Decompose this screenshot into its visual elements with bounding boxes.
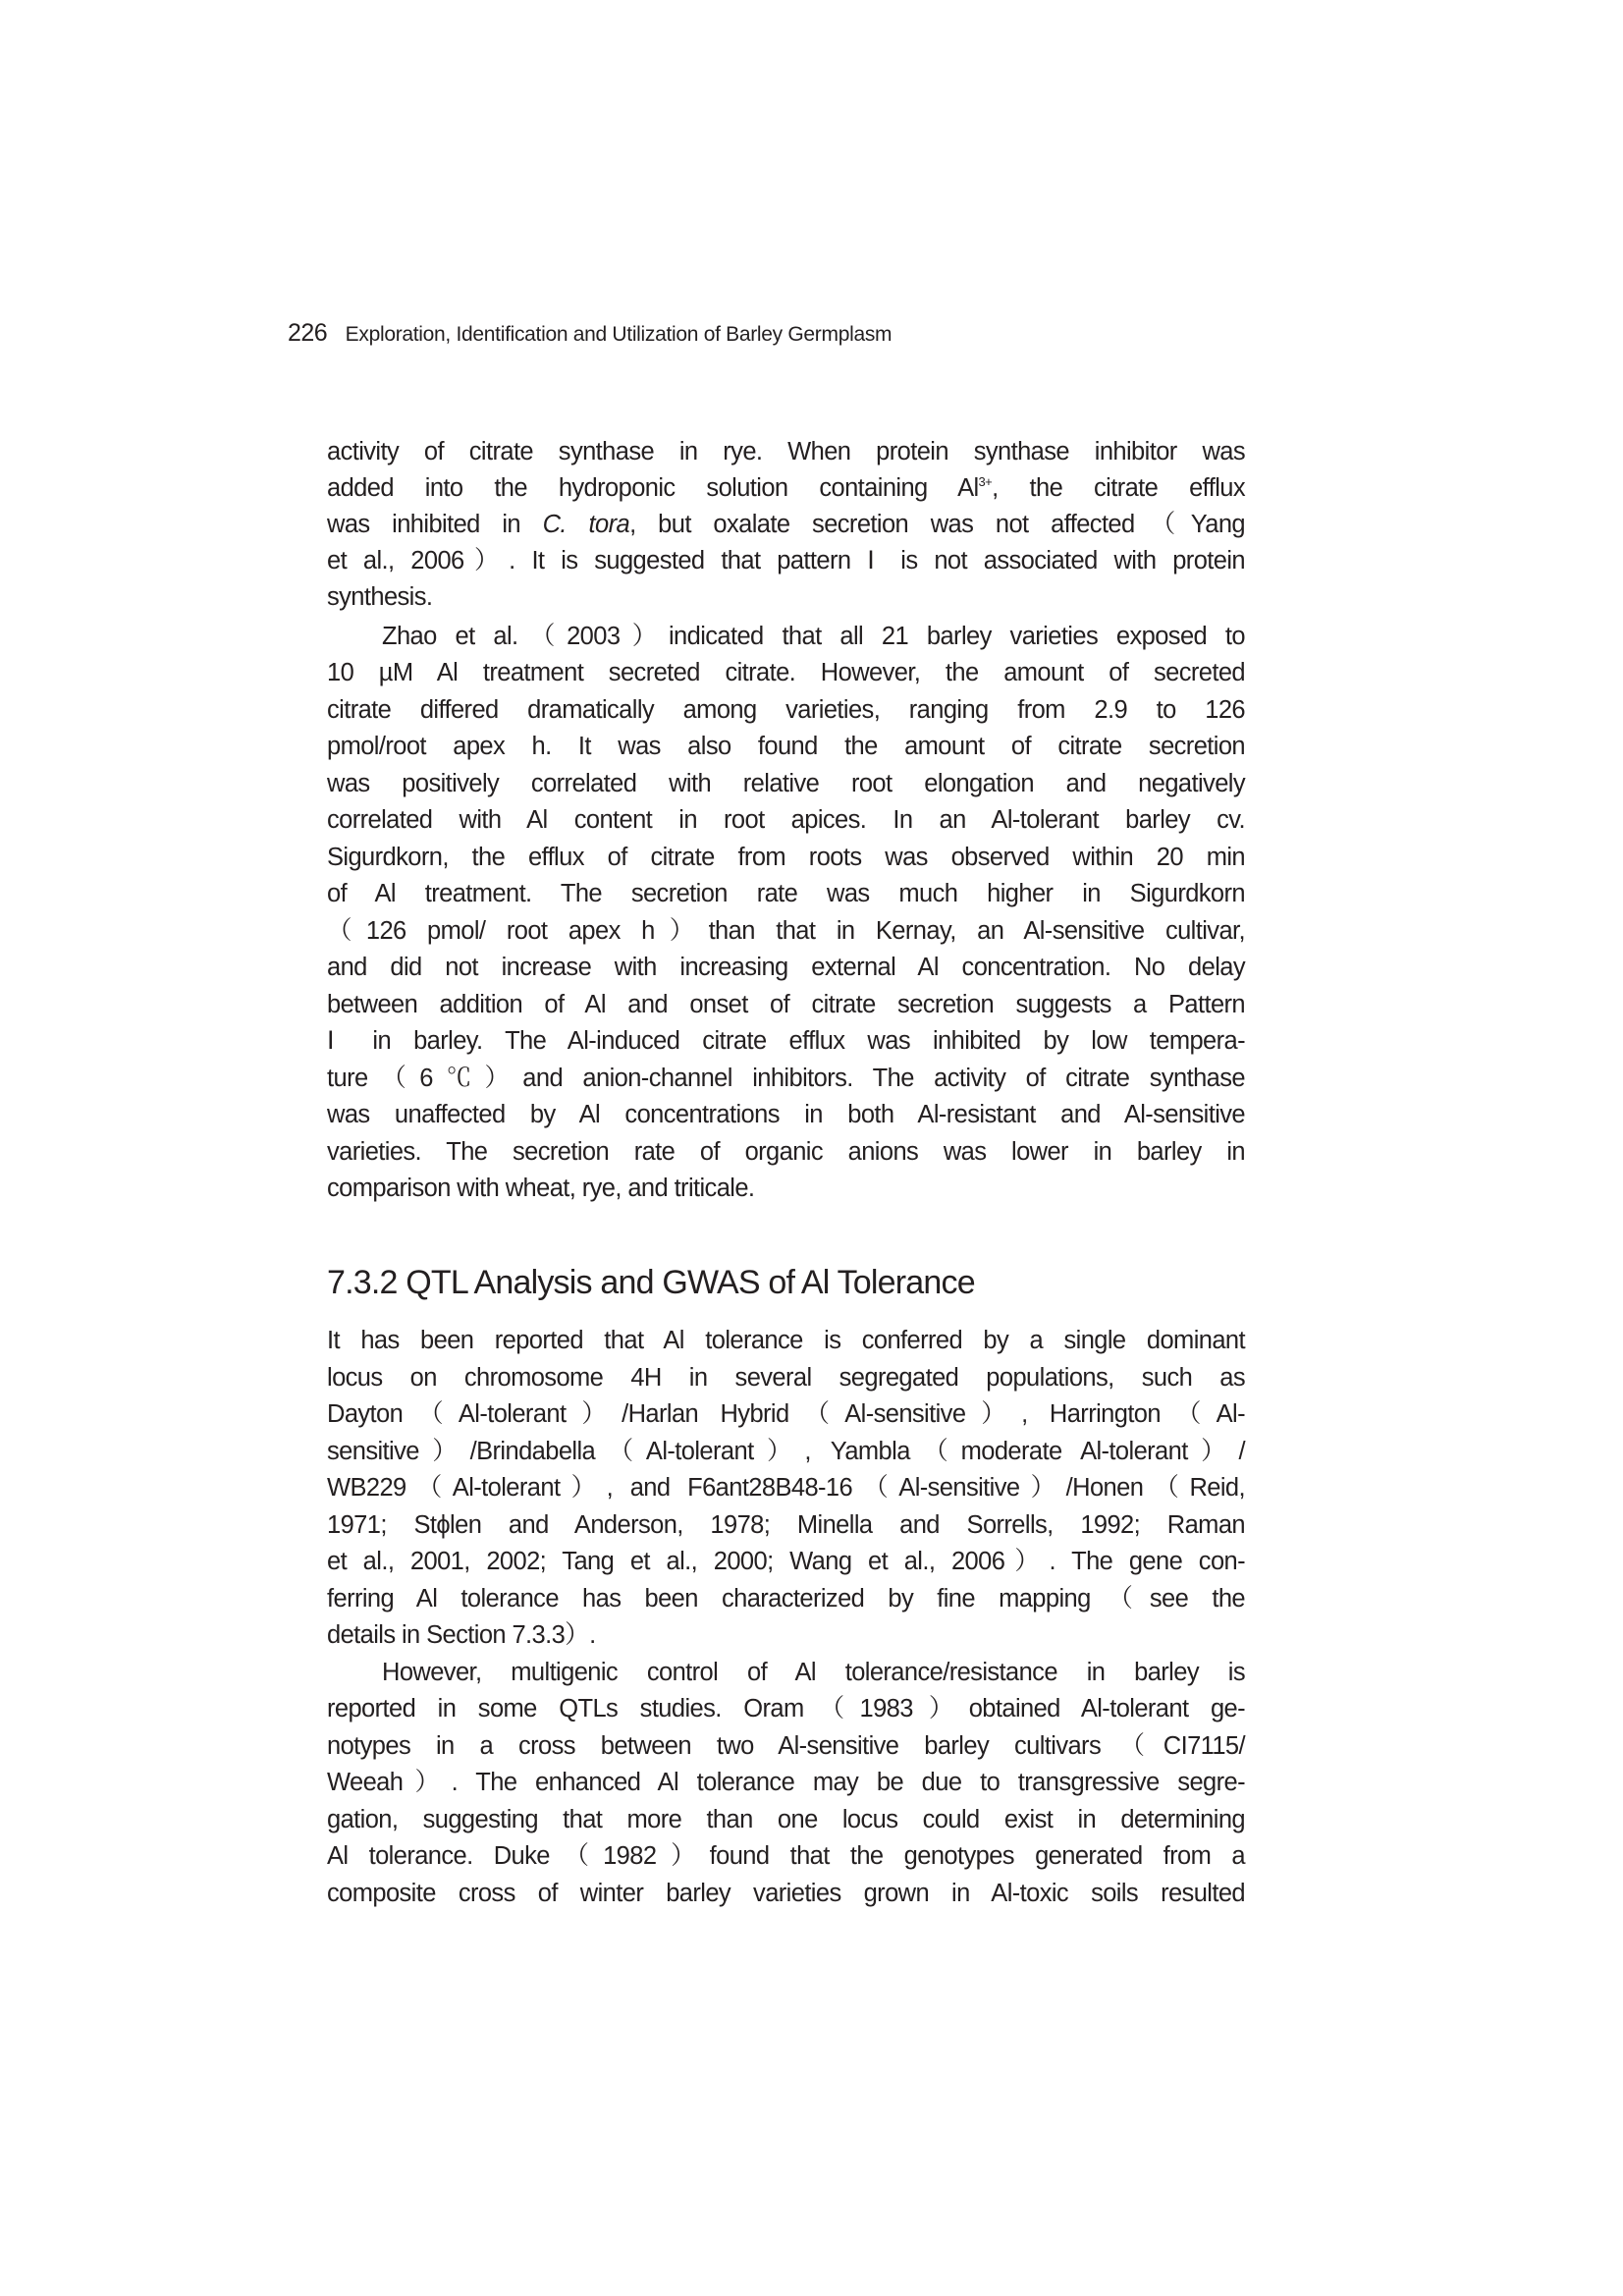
text-line bbox=[327, 470, 1245, 506]
text-line: 10 µM Al treatment secreted citrate. However, the amount of secreted bbox=[327, 659, 1245, 686]
text-span: , but oxalate secretion was not affected（Yang bbox=[629, 511, 1245, 538]
text-line: citrate differed dramatically among varieties, ranging from 2.9 to 126 bbox=[327, 696, 1245, 724]
text-span: added into the hydroponic solution containing Al bbox=[327, 474, 979, 502]
text-line: locus on chromosome 4H in several segregated populations, such as bbox=[327, 1364, 1245, 1392]
text-line: ferring Al tolerance has been characterized by fine mapping（see the bbox=[327, 1585, 1245, 1613]
text-line: was positively correlated with relative root elongation and negatively bbox=[327, 770, 1245, 797]
species-name: C. tora bbox=[542, 511, 630, 538]
text-line: was unaffected by Al concentrations in both Al-resistant and Al-sensitive bbox=[327, 1101, 1245, 1128]
page-number: 226 bbox=[288, 319, 328, 347]
text-line: Dayton（Al-tolerant）/Harlan Hybrid（Al-sensitive）, Harrington（Al- bbox=[327, 1400, 1245, 1428]
text-line: of Al treatment. The secretion rate was much higher in Sigurdkorn bbox=[327, 880, 1245, 907]
text-line: Al tolerance. Duke（1982）found that the genotypes generated from a bbox=[327, 1842, 1245, 1870]
text-line: It has been reported that Al tolerance is conferred by a single dominant bbox=[327, 1327, 1245, 1354]
text-span: , the citrate efflux bbox=[992, 474, 1245, 502]
text-line: et al., 2006）. It is suggested that pattern Ⅰ is not associated with protein bbox=[327, 547, 1245, 574]
text-line: synthesis. bbox=[327, 583, 433, 611]
text-line: and did not increase with increasing external Al concentration. No delay bbox=[327, 954, 1245, 981]
text-line bbox=[327, 507, 1245, 542]
text-line: between addition of Al and onset of citrate secretion suggests a Pattern bbox=[327, 991, 1245, 1018]
text-line: Ⅰ in barley. The Al-induced citrate efflux was inhibited by low tempera- bbox=[327, 1027, 1245, 1055]
text-line: However, multigenic control of Al tolerance/resistance in barley is bbox=[382, 1659, 1245, 1686]
superscript-charge: 3+ bbox=[978, 474, 993, 489]
text-line: comparison with wheat, rye, and triticale. bbox=[327, 1175, 755, 1202]
text-line: varieties. The secretion rate of organic anions was lower in barley in bbox=[327, 1138, 1245, 1166]
running-title: Exploration, Identification and Utilization of Barley Germplasm bbox=[345, 323, 893, 346]
running-header bbox=[288, 319, 892, 355]
text-line: （126 pmol/ root apex h）than that in Kernay, an Al-sensitive cultivar, bbox=[327, 917, 1245, 945]
text-line: notypes in a cross between two Al-sensitive barley cultivars（CI7115/ bbox=[327, 1732, 1245, 1760]
text-line: WB229（Al-tolerant）, and F6ant28B48-16（Al-sensitive）/Honen（Reid, bbox=[327, 1474, 1245, 1502]
text-line: reported in some QTLs studies. Oram（1983）obtained Al-tolerant ge- bbox=[327, 1695, 1245, 1722]
text-line: ture（6℃）and anion-channel inhibitors. The activity of citrate synthase bbox=[327, 1065, 1245, 1092]
text-line: activity of citrate synthase in rye. When protein synthase inhibitor was bbox=[327, 438, 1245, 465]
text-line: 1971; Stϕlen and Anderson, 1978; Minella and Sorrells, 1992; Raman bbox=[327, 1511, 1245, 1539]
text-line: Weeah）. The enhanced Al tolerance may be due to transgressive segre- bbox=[327, 1769, 1245, 1796]
text-line: correlated with Al content in root apices. In an Al-tolerant barley cv. bbox=[327, 806, 1245, 834]
text-line: pmol/root apex h. It was also found the amount of citrate secretion bbox=[327, 733, 1245, 760]
text-line: et al., 2001, 2002; Tang et al., 2000; Wang et al., 2006）. The gene con- bbox=[327, 1548, 1245, 1575]
text-line: sensitive）/Brindabella（Al-tolerant）, Yambla（moderate Al-tolerant）/ bbox=[327, 1438, 1245, 1465]
section-heading: 7.3.2 QTL Analysis and GWAS of Al Tolerance bbox=[327, 1264, 975, 1301]
text-line: composite cross of winter barley varieties grown in Al-toxic soils resulted bbox=[327, 1880, 1245, 1907]
text-line: Sigurdkorn, the efflux of citrate from roots was observed within 20 min bbox=[327, 844, 1245, 871]
text-line: gation, suggesting that more than one locus could exist in determining bbox=[327, 1806, 1245, 1833]
text-line: details in Section 7.3.3）. bbox=[327, 1621, 596, 1649]
text-span: was inhibited in bbox=[327, 511, 543, 538]
text-line: Zhao et al.（2003）indicated that all 21 barley varieties exposed to bbox=[382, 623, 1245, 650]
